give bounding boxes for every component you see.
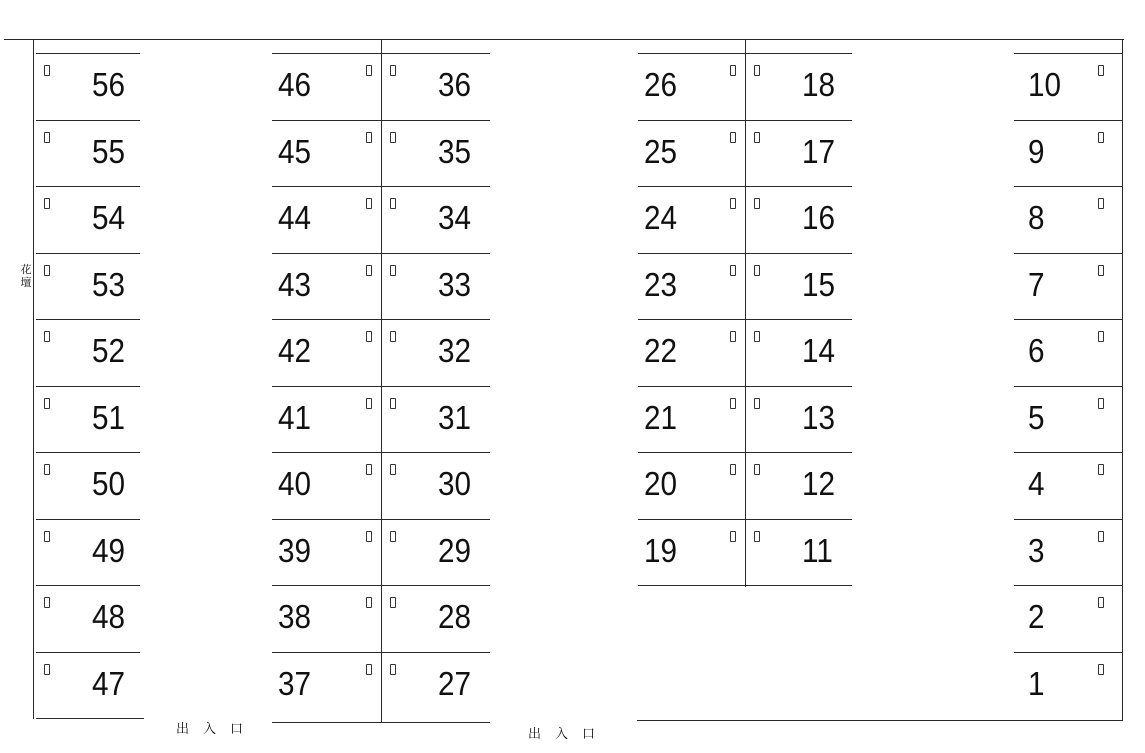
parking-meter-icon bbox=[366, 464, 372, 475]
stall-number: 5 bbox=[1028, 398, 1045, 436]
parking-meter-icon bbox=[754, 198, 760, 209]
parking-stall[interactable] bbox=[1014, 452, 1118, 518]
parking-meter-icon bbox=[1098, 664, 1104, 675]
parking-meter-icon bbox=[44, 664, 50, 675]
parking-stall[interactable] bbox=[746, 120, 850, 186]
parking-stall[interactable] bbox=[1014, 585, 1118, 651]
stall-number: 49 bbox=[92, 531, 126, 569]
parking-stall[interactable] bbox=[382, 585, 486, 651]
parking-stall[interactable] bbox=[272, 452, 380, 518]
parking-stall[interactable] bbox=[746, 186, 850, 252]
stall-number: 14 bbox=[802, 332, 836, 369]
parking-meter-icon bbox=[730, 531, 736, 542]
stall-number: 4 bbox=[1028, 465, 1045, 502]
parking-stall[interactable] bbox=[1014, 319, 1118, 385]
parking-meter-icon bbox=[1098, 464, 1104, 475]
parking-meter-icon bbox=[44, 265, 50, 276]
parking-meter-icon bbox=[1098, 65, 1104, 76]
stall-number: 22 bbox=[644, 332, 678, 369]
parking-stall[interactable] bbox=[382, 186, 486, 252]
parking-stall[interactable] bbox=[638, 53, 744, 119]
parking-meter-icon bbox=[754, 132, 760, 143]
stall-number: 10 bbox=[1028, 66, 1062, 103]
parking-meter-icon bbox=[390, 331, 396, 342]
stall-number: 27 bbox=[438, 664, 472, 702]
parking-meter-icon bbox=[366, 664, 372, 675]
parking-stall[interactable] bbox=[272, 519, 380, 585]
stall-number: 8 bbox=[1028, 199, 1045, 236]
parking-meter-icon bbox=[44, 65, 50, 76]
parking-stall[interactable] bbox=[382, 253, 486, 319]
stall-number: 42 bbox=[278, 332, 312, 369]
parking-meter-icon bbox=[1098, 331, 1104, 342]
parking-stall[interactable] bbox=[272, 186, 380, 252]
parking-stall[interactable] bbox=[382, 319, 486, 385]
stall-number: 35 bbox=[438, 132, 472, 170]
parking-stall[interactable] bbox=[36, 120, 140, 186]
parking-meter-icon bbox=[44, 597, 50, 608]
stall-number: 37 bbox=[278, 664, 312, 702]
parking-stall[interactable] bbox=[382, 53, 486, 119]
parking-stall[interactable] bbox=[1014, 120, 1118, 186]
parking-stall[interactable] bbox=[1014, 652, 1118, 718]
parking-meter-icon bbox=[390, 597, 396, 608]
parking-meter-icon bbox=[44, 331, 50, 342]
stall-number: 15 bbox=[802, 265, 836, 303]
parking-meter-icon bbox=[390, 198, 396, 209]
parking-meter-icon bbox=[730, 398, 736, 409]
stall-number: 53 bbox=[92, 265, 126, 303]
parking-meter-icon bbox=[754, 265, 760, 276]
parking-meter-icon bbox=[366, 398, 372, 409]
stall-number: 52 bbox=[92, 332, 126, 369]
parking-meter-icon bbox=[390, 664, 396, 675]
top-boundary-line bbox=[4, 39, 1124, 40]
stall-number: 50 bbox=[92, 465, 126, 502]
parking-meter-icon bbox=[1098, 398, 1104, 409]
parking-meter-icon bbox=[366, 198, 372, 209]
parking-meter-icon bbox=[44, 398, 50, 409]
stall-number: 13 bbox=[802, 398, 836, 436]
parking-meter-icon bbox=[366, 531, 372, 542]
stall-number: 29 bbox=[438, 531, 472, 569]
stall-number: 6 bbox=[1028, 332, 1045, 369]
parking-meter-icon bbox=[1098, 531, 1104, 542]
stall-number: 11 bbox=[802, 531, 833, 569]
parking-stall[interactable] bbox=[1014, 253, 1118, 319]
stall-number: 31 bbox=[438, 398, 472, 436]
parking-meter-icon bbox=[390, 464, 396, 475]
stall-number: 44 bbox=[278, 199, 312, 236]
parking-stall[interactable] bbox=[36, 319, 140, 385]
stall-number: 34 bbox=[438, 199, 472, 236]
parking-stall[interactable] bbox=[638, 319, 744, 385]
stall-number: 40 bbox=[278, 465, 312, 502]
parking-stall[interactable] bbox=[382, 386, 486, 452]
parking-stall[interactable] bbox=[272, 585, 380, 651]
entrance-label-2: 出入口 bbox=[528, 726, 610, 741]
entrance-label-1: 出入口 bbox=[176, 721, 258, 736]
parking-stall[interactable] bbox=[272, 53, 380, 119]
parking-meter-icon bbox=[390, 265, 396, 276]
parking-meter-icon bbox=[366, 65, 372, 76]
parking-stall[interactable] bbox=[638, 186, 744, 252]
parking-stall[interactable] bbox=[382, 652, 486, 718]
stall-number: 56 bbox=[92, 66, 126, 103]
stall-number: 38 bbox=[278, 598, 312, 635]
stall-number: 16 bbox=[802, 199, 836, 236]
parking-stall[interactable] bbox=[272, 319, 380, 385]
parking-stall[interactable] bbox=[638, 452, 744, 518]
parking-stall[interactable] bbox=[1014, 519, 1118, 585]
parking-stall[interactable] bbox=[272, 386, 380, 452]
parking-meter-icon bbox=[730, 464, 736, 475]
parking-meter-icon bbox=[754, 65, 760, 76]
right-boundary-line bbox=[1122, 39, 1123, 720]
parking-stall[interactable] bbox=[36, 253, 140, 319]
parking-stall[interactable] bbox=[1014, 186, 1118, 252]
parking-meter-icon bbox=[366, 265, 372, 276]
stall-number: 30 bbox=[438, 465, 472, 502]
parking-meter-icon bbox=[366, 597, 372, 608]
parking-meter-icon bbox=[754, 398, 760, 409]
stall-number: 24 bbox=[644, 199, 678, 236]
parking-stall[interactable] bbox=[36, 585, 140, 651]
parking-stall[interactable] bbox=[638, 253, 744, 319]
parking-stall[interactable] bbox=[638, 519, 744, 585]
parking-meter-icon bbox=[754, 331, 760, 342]
bottom-line-left bbox=[36, 718, 144, 719]
parking-meter-icon bbox=[366, 331, 372, 342]
left-boundary-line bbox=[33, 39, 34, 719]
stall-number: 9 bbox=[1028, 132, 1045, 170]
parking-meter-icon bbox=[730, 198, 736, 209]
flowerbed-label: 花壇 bbox=[20, 264, 32, 289]
parking-meter-icon bbox=[730, 132, 736, 143]
parking-stall[interactable] bbox=[382, 519, 486, 585]
parking-stall[interactable] bbox=[746, 253, 850, 319]
stall-line bbox=[638, 585, 746, 586]
bottom-line-right bbox=[637, 720, 1123, 721]
parking-meter-icon bbox=[44, 132, 50, 143]
parking-stall[interactable] bbox=[746, 452, 850, 518]
parking-meter-icon bbox=[730, 265, 736, 276]
stall-number: 1 bbox=[1028, 664, 1045, 702]
parking-meter-icon bbox=[730, 65, 736, 76]
stall-number: 45 bbox=[278, 132, 312, 170]
stall-number: 51 bbox=[92, 398, 126, 436]
stall-number: 48 bbox=[92, 598, 126, 635]
stall-number: 26 bbox=[644, 66, 678, 103]
parking-meter-icon bbox=[44, 198, 50, 209]
parking-stall[interactable] bbox=[382, 452, 486, 518]
parking-stall[interactable] bbox=[638, 386, 744, 452]
parking-stall[interactable] bbox=[36, 386, 140, 452]
stall-number: 17 bbox=[802, 132, 836, 170]
parking-meter-icon bbox=[1098, 132, 1104, 143]
stall-number: 18 bbox=[802, 66, 836, 103]
parking-stall[interactable] bbox=[1014, 386, 1118, 452]
parking-meter-icon bbox=[390, 398, 396, 409]
parking-meter-icon bbox=[754, 531, 760, 542]
parking-meter-icon bbox=[366, 132, 372, 143]
parking-stall[interactable] bbox=[272, 652, 380, 718]
stall-number: 39 bbox=[278, 531, 312, 569]
parking-meter-icon bbox=[390, 132, 396, 143]
parking-stall[interactable] bbox=[272, 253, 380, 319]
stall-number: 21 bbox=[644, 398, 678, 436]
stall-number: 2 bbox=[1028, 598, 1045, 635]
parking-stall[interactable] bbox=[746, 519, 850, 585]
stall-number: 54 bbox=[92, 199, 126, 236]
parking-meter-icon bbox=[1098, 198, 1104, 209]
stall-number: 47 bbox=[92, 664, 126, 702]
stall-number: 32 bbox=[438, 332, 472, 369]
stall-number: 43 bbox=[278, 265, 312, 303]
parking-meter-icon bbox=[1098, 265, 1104, 276]
parking-stall[interactable] bbox=[36, 186, 140, 252]
parking-stall[interactable] bbox=[272, 120, 380, 186]
stall-number: 46 bbox=[278, 66, 312, 103]
parking-stall[interactable] bbox=[746, 53, 850, 119]
stall-number: 36 bbox=[438, 66, 472, 103]
parking-stall[interactable] bbox=[36, 519, 140, 585]
stall-number: 19 bbox=[644, 531, 678, 569]
parking-meter-icon bbox=[44, 464, 50, 475]
stall-number: 28 bbox=[438, 598, 472, 635]
stall-number: 7 bbox=[1028, 265, 1045, 303]
parking-stall[interactable] bbox=[638, 120, 744, 186]
stall-number: 23 bbox=[644, 265, 678, 303]
parking-stall[interactable] bbox=[36, 53, 140, 119]
parking-meter-icon bbox=[44, 531, 50, 542]
parking-meter-icon bbox=[390, 65, 396, 76]
parking-meter-icon bbox=[754, 464, 760, 475]
parking-stall[interactable] bbox=[746, 319, 850, 385]
parking-stall[interactable] bbox=[36, 652, 140, 718]
stall-number: 55 bbox=[92, 132, 126, 170]
stall-number: 12 bbox=[802, 465, 836, 502]
stall-number: 3 bbox=[1028, 531, 1045, 569]
parking-stall[interactable] bbox=[746, 386, 850, 452]
parking-stall[interactable] bbox=[382, 120, 486, 186]
stall-number: 20 bbox=[644, 465, 678, 502]
stall-number: 41 bbox=[278, 398, 312, 436]
stall-number: 33 bbox=[438, 265, 472, 303]
parking-meter-icon bbox=[1098, 597, 1104, 608]
stall-number: 25 bbox=[644, 132, 678, 170]
parking-meter-icon bbox=[730, 331, 736, 342]
stall-line bbox=[746, 585, 852, 586]
parking-stall[interactable] bbox=[36, 452, 140, 518]
parking-stall[interactable] bbox=[1014, 53, 1118, 119]
bottom-line-mid bbox=[272, 722, 490, 723]
parking-meter-icon bbox=[390, 531, 396, 542]
